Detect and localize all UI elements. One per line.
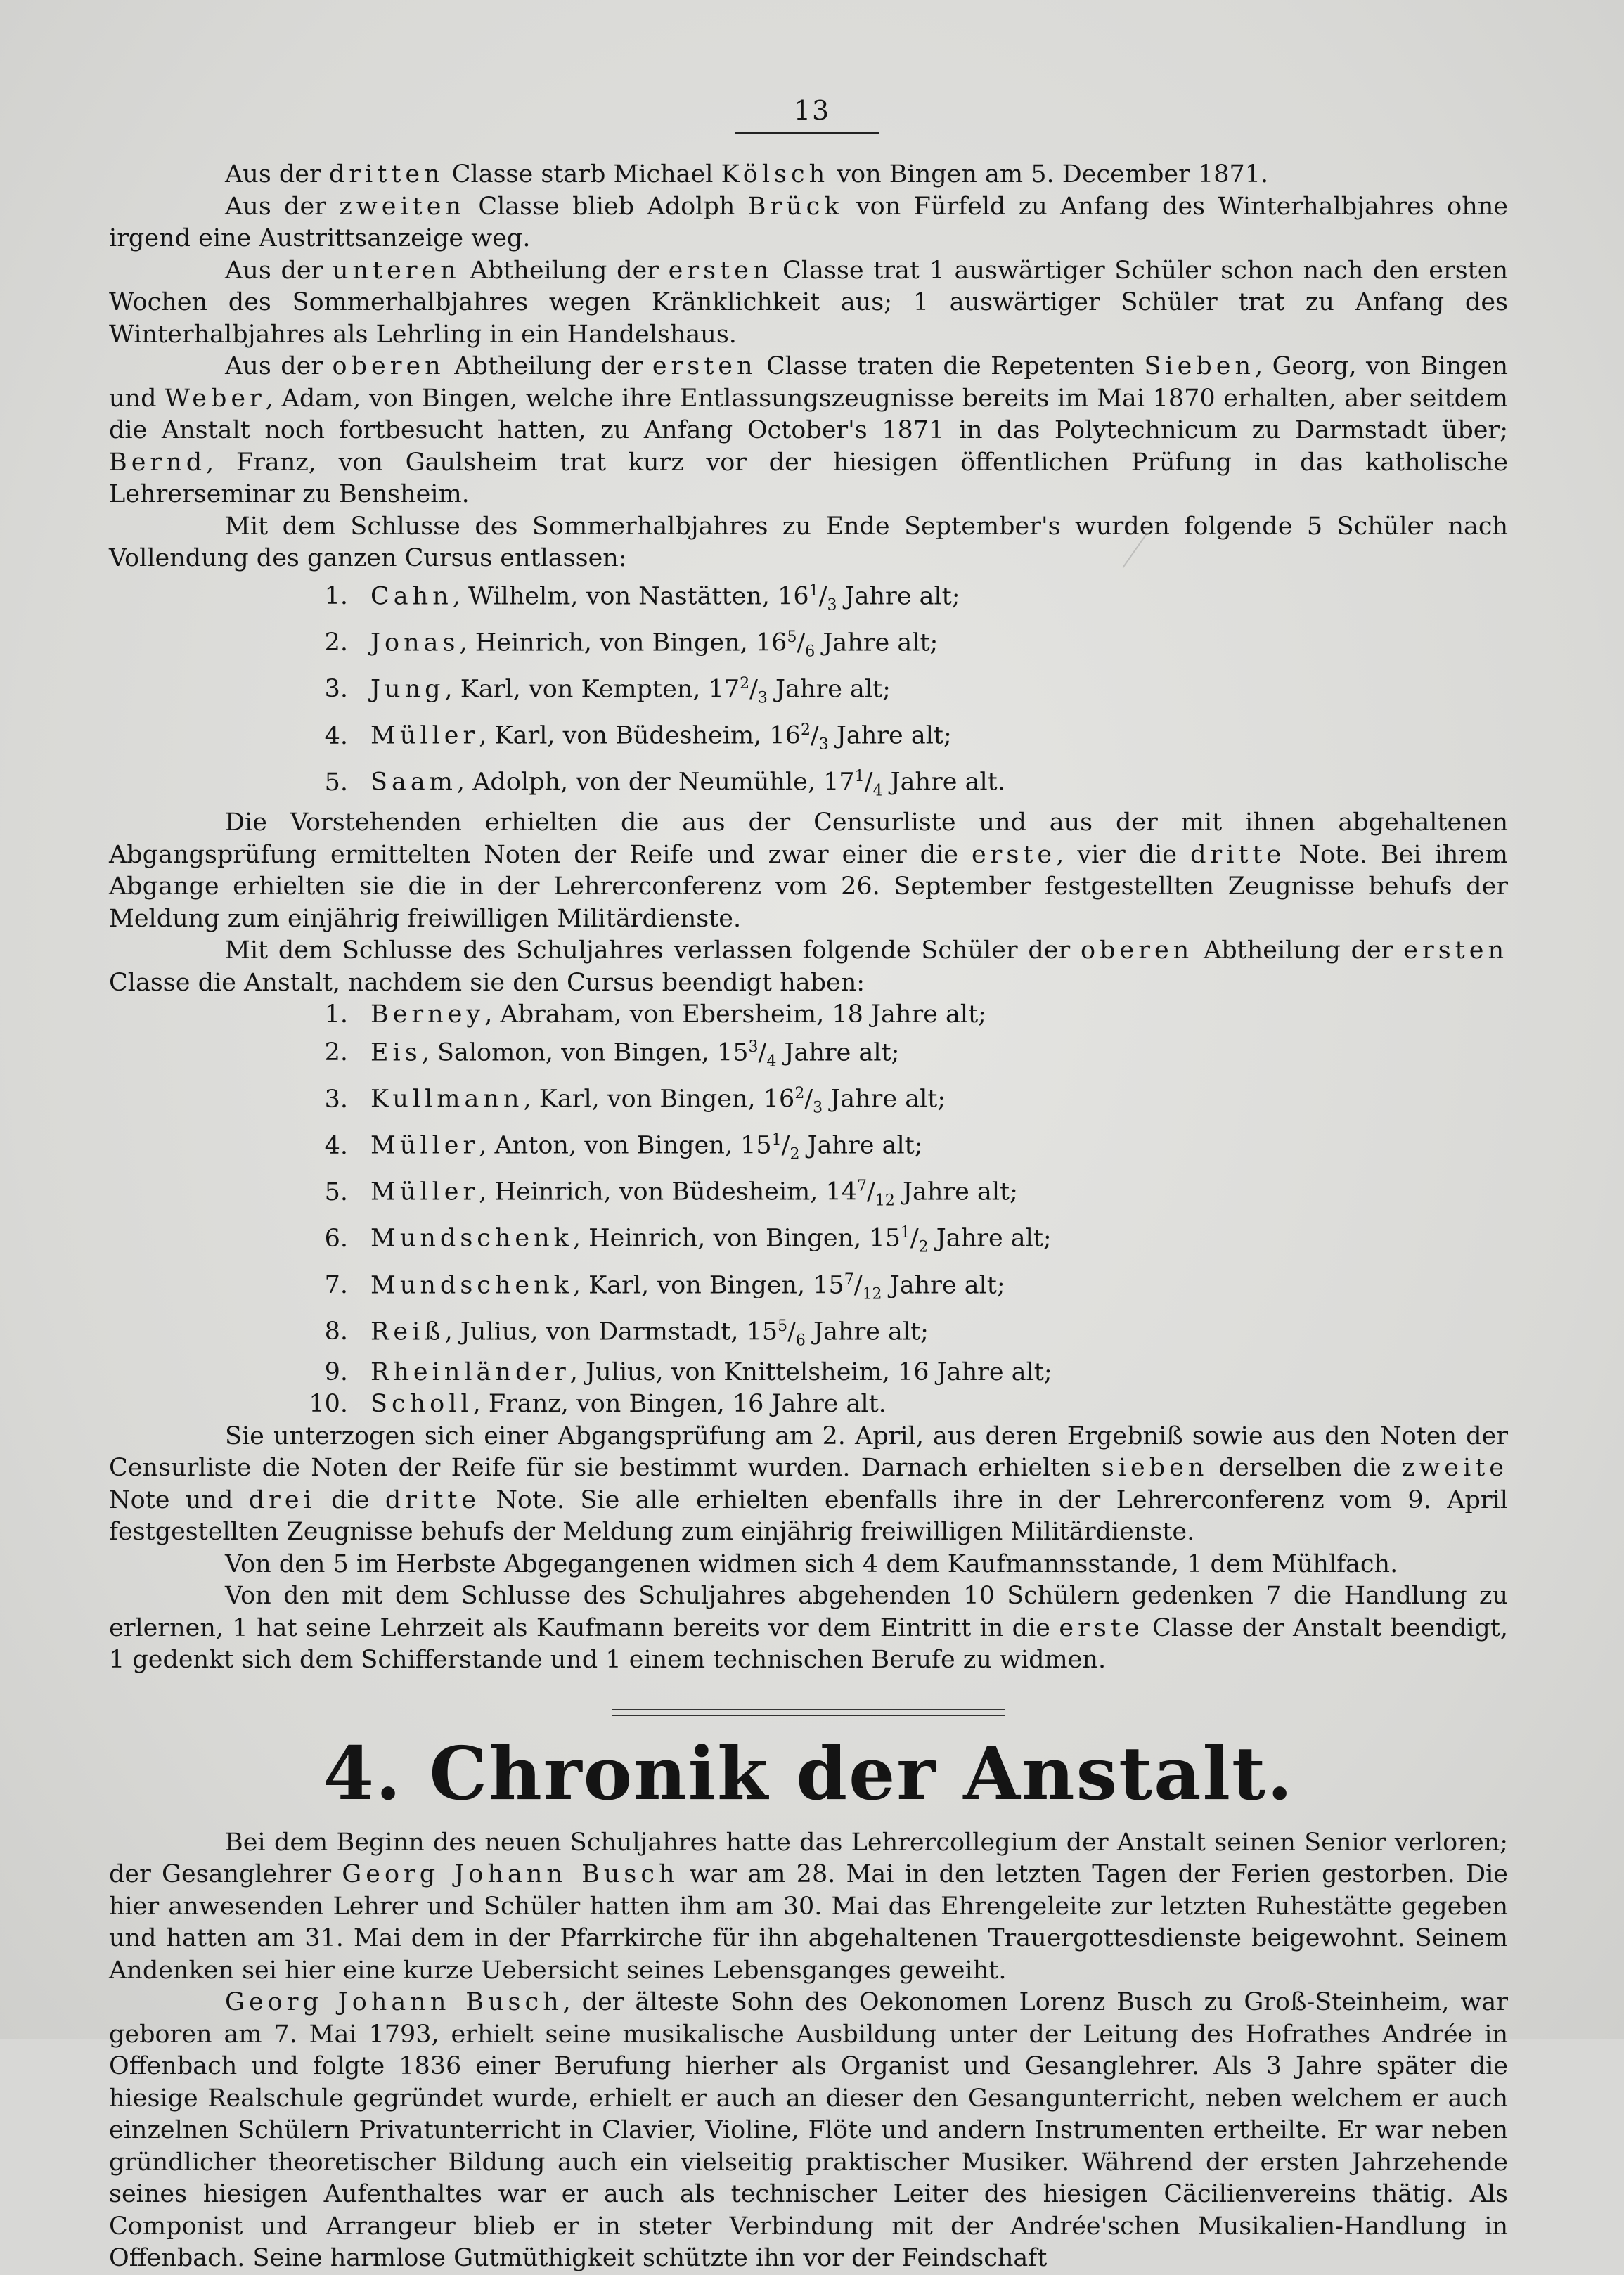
student-details: , Julius, von Darmstadt, 15	[444, 1317, 778, 1346]
paragraph-p6	[109, 807, 1508, 935]
student-surname: Mundschenk	[370, 1271, 573, 1300]
text-run: Classe die Anstalt, nachdem sie den Cursus beendigt haben:	[109, 968, 865, 997]
student-surname: Jonas	[370, 629, 460, 657]
age-suffix: Jahre alt.	[882, 768, 1005, 797]
page-number-rule	[735, 132, 879, 134]
student-surname: Scholl	[370, 1390, 473, 1419]
fraction-denominator: 4	[766, 1052, 777, 1071]
list-number: 9.	[324, 1358, 348, 1386]
age-suffix: Jahre alt;	[799, 1131, 923, 1160]
list-number: 5.	[324, 1178, 348, 1206]
spaced-text: zweite	[1401, 1454, 1508, 1483]
fraction-numerator: 5	[787, 628, 797, 646]
list-number: 2.	[324, 629, 348, 657]
text-run: Mit dem Schlusse des Schuljahres verlassen folgende Schüler der	[225, 936, 1081, 965]
paragraph-p9	[109, 1549, 1508, 1581]
text-run: Aus der	[225, 352, 333, 380]
fraction-denominator: 3	[813, 1099, 823, 1117]
fraction-denominator: 3	[757, 689, 768, 707]
spaced-text: erste	[1059, 1613, 1144, 1642]
fraction-numerator: 1	[900, 1224, 910, 1242]
spaced-text: Georg Johann Busch	[225, 1988, 563, 2017]
student-surname: Müller	[370, 1178, 479, 1206]
fraction-slash: /	[797, 629, 806, 657]
age-suffix: Jahre alt;	[837, 582, 960, 611]
student-surname: Kullmann	[370, 1085, 524, 1114]
fraction-denominator: 3	[827, 596, 837, 614]
student-details: , Heinrich, von Bingen, 16	[459, 629, 787, 657]
text-run: Classe der Anstalt beendigt, 1 gedenkt sich dem Schifferstande und 1 einem technischen Berufe zu widmen.	[109, 1613, 1508, 1675]
paragraph-p1	[109, 159, 1508, 191]
paragraph-p3	[109, 255, 1508, 352]
spaced-text: ersten	[668, 256, 773, 285]
fraction-slash: /	[910, 1225, 919, 1253]
student-surname: Cahn	[370, 582, 453, 611]
section-heading: 4. Chronik der Anstalt.	[323, 1729, 1294, 1817]
list-item	[109, 1078, 1508, 1124]
spaced-text: Georg Johann Busch	[342, 1860, 679, 1889]
text-run: , Franz, von Gaulsheim trat kurz vor der hiesigen öffentlichen Prüfung in das katholische Lehrerseminar zu Bensheim.	[109, 448, 1508, 508]
student-surname: Reiß	[370, 1317, 445, 1346]
text-run: Classe traten die Repetenten	[756, 352, 1145, 380]
list-item	[109, 1388, 1508, 1421]
student-surname: Eis	[370, 1038, 422, 1067]
fraction-numerator: 2	[740, 674, 750, 692]
student-surname: Müller	[370, 721, 479, 750]
fraction-slash: /	[818, 582, 827, 611]
fraction-numerator: 7	[844, 1270, 854, 1289]
text-run: , Adam, von Bingen, welche ihre Entlassungszeugnisse bereits im Mai 1870 erhalten, aber seitdem die Anstalt noch fortbesucht hatten, zu Anfang October's 1871 in das Polytechnicum zu Darmstadt über;	[109, 384, 1508, 444]
autumn-leavers-list	[109, 575, 1508, 808]
text-run: Aus der	[225, 192, 340, 221]
text-run: Note. Sie alle erhielten ebenfalls ihre in der Lehrerconferenz vom 9. April festgestellten Zeugnisse behufs der Meldung zum einjährig freiwilligen Militärdienste.	[109, 1485, 1509, 1547]
text-run: , Georg, von Bingen und	[109, 352, 1508, 413]
age-suffix: Jahre alt;	[805, 1317, 929, 1346]
paragraph-p10	[109, 1580, 1508, 1677]
list-number: 5.	[324, 768, 348, 797]
spring-leavers-list	[109, 999, 1508, 1421]
fraction-denominator: 2	[790, 1145, 800, 1164]
spaced-text: dritte	[385, 1485, 481, 1514]
paragraphs-chronik	[109, 1827, 1508, 2275]
page-content	[109, 159, 1508, 2275]
student-surname: Müller	[370, 1131, 479, 1160]
spaced-text: Bernd	[109, 448, 207, 477]
fraction-denominator: 6	[805, 643, 816, 661]
spaced-text: dritte	[1190, 840, 1286, 869]
fraction-slash: /	[867, 1178, 875, 1206]
fraction-slash: /	[781, 1131, 790, 1160]
fraction-numerator: 7	[857, 1178, 868, 1196]
paragraph-p11	[109, 1827, 1508, 1987]
page-number: 13	[793, 95, 831, 126]
student-details: , Heinrich, von Büdesheim, 14	[479, 1178, 858, 1206]
spaced-text: sieben	[1101, 1454, 1209, 1483]
list-number: 4.	[324, 721, 348, 750]
spaced-text: erste	[971, 840, 1057, 869]
fraction-slash: /	[810, 721, 819, 750]
spaced-text: Weber	[165, 384, 266, 413]
fraction-slash: /	[749, 675, 758, 704]
student-details: , Abraham, von Ebersheim, 18	[484, 1000, 863, 1029]
fraction-numerator: 1	[854, 768, 865, 786]
fraction-numerator: 2	[794, 1084, 805, 1102]
student-details: , Julius, von Knittelsheim, 16	[569, 1358, 929, 1386]
paragraph-p2	[109, 191, 1508, 255]
age-suffix: Jahre alt;	[823, 1085, 946, 1114]
text-run: war am 28. Mai in den letzten Tagen der Ferien gestorben. Die hier anwesenden Lehrer und Schüler hatten ihm am 30. Mai das Ehrengeleite zur letzten Ruhestätte gegeben und hatten am 31. Mai dem in der Pfarrkirche für ihn abgehaltenen Trauergottesdienste beigewohnt. Seinem Andenken sei hier eine kurze Uebersicht seines Lebensganges geweiht.	[109, 1860, 1508, 1985]
text-run: Sie unterzogen sich einer Abgangsprüfung am 2. April, aus deren Ergebniß sowie aus den Noten der Censurliste die Noten der Reife für sie bestimmt wurden. Darnach erhielten	[109, 1422, 1508, 1483]
list-item	[109, 999, 1508, 1031]
fraction-denominator: 6	[795, 1332, 806, 1350]
text-run: Abtheilung der	[444, 352, 652, 380]
text-run: Classe blieb Adolph	[465, 192, 748, 221]
list-number: 1.	[324, 1000, 348, 1029]
age-suffix: Jahre alt;	[928, 1225, 1052, 1253]
paragraphs-mid	[109, 807, 1508, 999]
list-item	[109, 1264, 1508, 1310]
text-run: Abtheilung der	[460, 256, 669, 285]
text-run: Classe starb Michael	[444, 160, 721, 188]
fraction-numerator: 1	[808, 581, 819, 600]
age-suffix: Jahre alt;	[776, 1038, 900, 1067]
list-number: 4.	[324, 1131, 348, 1160]
paragraph-p8	[109, 1421, 1508, 1549]
section-divider	[612, 1709, 1005, 1716]
text-run: Mit dem Schlusse des Sommerhalbjahres zu Ende September's wurden folgende 5 Schüler nach Vollendung des ganzen Cursus entlassen:	[109, 512, 1508, 572]
paragraph-p5	[109, 511, 1508, 575]
spaced-text: unteren	[333, 256, 460, 285]
text-run: Aus der	[225, 160, 329, 188]
age-suffix: Jahre alt;	[828, 721, 952, 750]
age-suffix: Jahre alt;	[929, 1358, 1052, 1386]
paragraphs-after	[109, 1421, 1508, 1677]
student-details: , Salomon, von Bingen, 15	[421, 1038, 749, 1067]
paragraph-p4	[109, 351, 1508, 511]
list-number: 2.	[324, 1038, 348, 1067]
spaced-text: ersten	[652, 352, 757, 380]
text-run: Die Vorstehenden erhielten die aus der Censurliste und aus der mit ihnen abgehaltenen Abgangsprüfung ermittelten Noten der Reife und zwar einer die	[109, 808, 1508, 869]
list-item	[109, 1310, 1508, 1357]
fraction-numerator: 5	[778, 1317, 788, 1335]
spaced-text: Kölsch	[721, 160, 830, 188]
list-item	[109, 1031, 1508, 1078]
age-suffix: Jahre alt;	[767, 675, 891, 704]
list-number: 6.	[324, 1225, 348, 1253]
student-surname: Mundschenk	[370, 1225, 573, 1253]
student-details: , Karl, von Bingen, 16	[523, 1085, 795, 1114]
fraction-denominator: 12	[862, 1285, 882, 1303]
list-item	[109, 621, 1508, 668]
spaced-text: dritten	[328, 160, 444, 188]
text-run: Bei dem Beginn des neuen Schuljahres hatte das Lehrercollegium der Anstalt seinen Senior verloren; der Gesanglehrer	[109, 1828, 1508, 1889]
age-suffix: Jahre alt;	[882, 1271, 1005, 1300]
fraction-slash: /	[804, 1085, 813, 1114]
student-details: , Karl, von Kempten, 17	[444, 675, 740, 704]
text-run: derselben die	[1208, 1454, 1402, 1483]
list-item	[109, 761, 1508, 807]
list-item	[109, 1171, 1508, 1217]
fraction-numerator: 3	[748, 1038, 759, 1056]
spaced-text: oberen	[1081, 936, 1194, 965]
paragraph-p7	[109, 935, 1508, 999]
list-item	[109, 714, 1508, 761]
fraction-slash: /	[853, 1271, 863, 1300]
text-run: die	[315, 1485, 385, 1514]
age-suffix: Jahre alt;	[815, 629, 939, 657]
list-item	[109, 1124, 1508, 1171]
text-run: Note. Bei ihrem Abgange erhielten sie die in der Lehrerconferenz vom 26. September festgestellten Zeugnisse behufs der Meldung zum einjährig freiwilligen Militärdienste.	[109, 840, 1508, 933]
student-details: , Anton, von Bingen, 15	[479, 1131, 772, 1160]
paragraph-p12	[109, 1987, 1508, 2275]
list-number: 10.	[309, 1390, 348, 1419]
spaced-text: zweiten	[339, 192, 465, 221]
student-surname: Jung	[370, 675, 445, 704]
list-number: 8.	[324, 1317, 348, 1346]
student-details: , Karl, von Bingen, 15	[572, 1271, 844, 1300]
fraction-slash: /	[787, 1317, 796, 1346]
fraction-denominator: 3	[818, 735, 829, 754]
text-run: Von den 5 im Herbste Abgegangenen widmen sich 4 dem Kaufmannsstande, 1 dem Mühlfach.	[225, 1549, 1398, 1578]
student-details: , Franz, von Bingen, 16	[472, 1390, 764, 1419]
spaced-text: Sieben	[1144, 352, 1255, 380]
spaced-text: oberen	[332, 352, 445, 380]
student-details: , Wilhelm, von Nastätten, 16	[452, 582, 809, 611]
list-item	[109, 1357, 1508, 1389]
student-surname: Berney	[370, 1000, 485, 1029]
student-surname: Saam	[370, 768, 457, 797]
list-item	[109, 668, 1508, 714]
text-run: , der älteste Sohn des Oekonomen Lorenz Busch zu Groß-Steinheim, war geboren am 7. Mai 1793, erhielt seine musikalische Ausbildung unter der Leitung des Hofrathes Andrée in Offenbach und folgte 1836 einer Berufung hierher als Organist und Gesanglehrer. Als 3 Jahre später die hiesige Realschule gegründet wurde, erhielt er auch an dieser den Gesangunterricht, neben welchem er auch einzelnen Schülern Privatunterricht in Clavier, Violine, Flöte und andern Instrumenten ertheilte. Er war neben gründlicher theoretischer Bildung auch ein vielseitig praktischer Musiker. Während der ersten Jahrzehende seines hiesigen Aufenthaltes war er auch als technischer Leiter des hiesigen Cäcilienvereins thätig. Als Componist und Arrangeur blieb er in steter Verbindung mit der Andrée'schen Musikalien-Handlung in Offenbach. Seine harmlose Gutmüthigkeit schützte ihn vor der Feindschaft	[109, 1988, 1508, 2273]
fraction-denominator: 4	[872, 782, 883, 800]
text-run: Von den mit dem Schlusse des Schuljahres abgehenden 10 Schülern gedenken 7 die Handlung zu erlernen, 1 hat seine Lehrzeit als Kaufmann bereits vor dem Eintritt in die	[109, 1582, 1508, 1642]
fraction-slash: /	[864, 768, 873, 797]
fraction-slash: /	[758, 1038, 767, 1067]
student-details: , Heinrich, von Bingen, 15	[572, 1225, 901, 1253]
spaced-text: drei	[248, 1485, 316, 1514]
fraction-denominator: 2	[918, 1239, 929, 1257]
text-run: Classe trat 1 auswärtiger Schüler schon nach den ersten Wochen des Sommerhalbjahres wegen Kränklichkeit aus; 1 auswärtiger Schüler trat zu Anfang des Winterhalbjahres als Lehrling in ein Handelshaus.	[109, 256, 1508, 349]
student-surname: Rheinländer	[370, 1358, 570, 1386]
student-details: , Adolph, von der Neumühle, 17	[456, 768, 855, 797]
age-suffix: Jahre alt.	[763, 1390, 887, 1419]
list-number: 7.	[324, 1271, 348, 1300]
text-run: von Fürfeld zu Anfang des Winterhalbjahres ohne irgend eine Austrittsanzeige weg.	[109, 192, 1508, 252]
student-details: , Karl, von Büdesheim, 16	[479, 721, 801, 750]
list-number: 1.	[324, 582, 348, 611]
text-run: Abtheilung der	[1193, 936, 1404, 965]
text-run: Note und	[109, 1485, 249, 1514]
fraction-numerator: 1	[771, 1131, 782, 1149]
text-run: Aus der	[225, 256, 333, 285]
fraction-denominator: 12	[875, 1192, 895, 1210]
age-suffix: Jahre alt;	[863, 1000, 986, 1029]
list-number: 3.	[324, 675, 348, 704]
spaced-text: ersten	[1403, 936, 1508, 965]
list-item	[109, 575, 1508, 621]
spaced-text: Brück	[747, 192, 844, 221]
text-run: von Bingen am 5. December 1871.	[829, 160, 1269, 188]
paragraphs-top	[109, 159, 1508, 575]
list-number: 3.	[324, 1085, 348, 1114]
fraction-numerator: 2	[800, 721, 811, 739]
list-item	[109, 1217, 1508, 1263]
text-run: , vier die	[1056, 840, 1191, 869]
age-suffix: Jahre alt;	[894, 1178, 1018, 1206]
